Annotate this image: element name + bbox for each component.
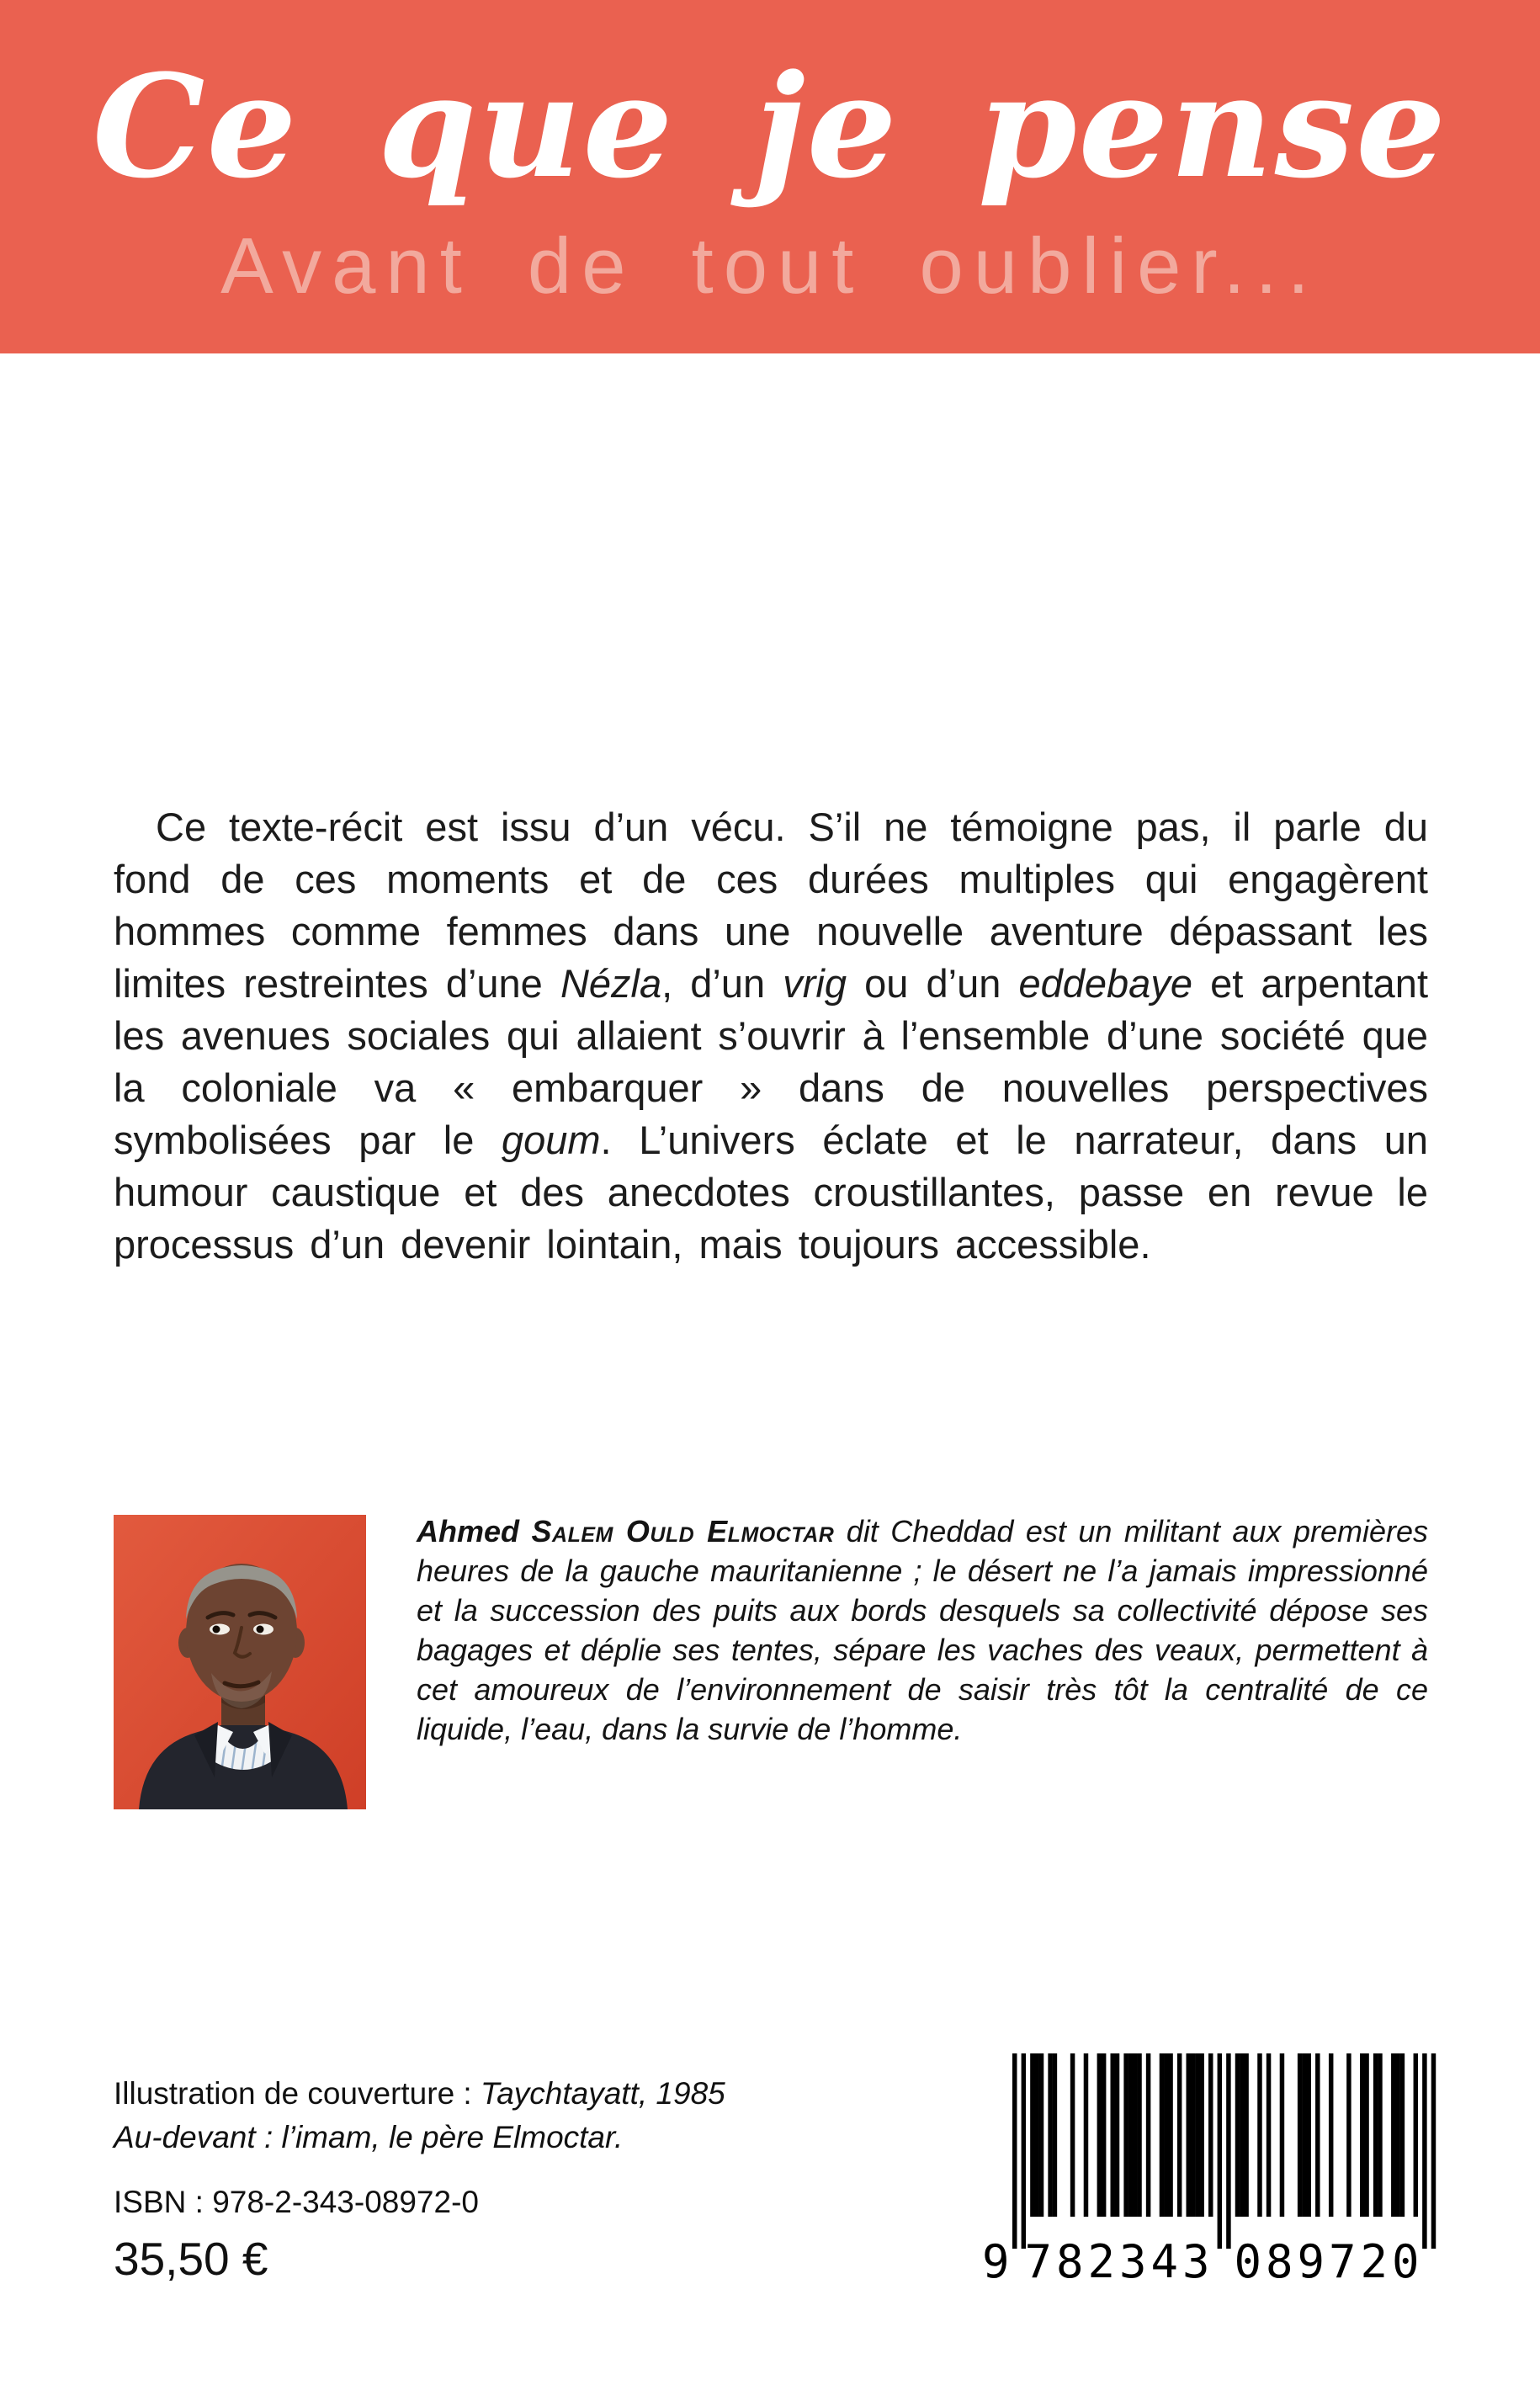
cover-header: [0, 0, 1540, 353]
cover-credits: [114, 2072, 725, 2159]
cover-front-credit: Au-devant : l’imam, le père Elmoctar.: [114, 2120, 624, 2154]
barcode-digits-right: 089720: [1234, 2235, 1424, 2282]
barcode-bars: [1012, 2053, 1436, 2249]
cover-illustration-credit: Illustration de couverture : Taychtayatt, 1985: [114, 2076, 725, 2111]
price-text: 35,50 €: [114, 2233, 268, 2285]
barcode-svg: [979, 2053, 1437, 2282]
author-section: [114, 1511, 1428, 1808]
barcode-digits-left: 782343: [1024, 2235, 1214, 2282]
synopsis-paragraph: Ce texte-récit est issu d’un vécu. S’il ne témoigne pas, il parle du fond de ces moments et de ces durées multiples qui engagèrent hommes comme femmes dans une nouvelle aventure dépassant les limites restreintes d’une Nézla, d’un vrig ou d’un eddebaye et arpentant les avenues sociales qui allaient s’ouvrir à l’ensemble d’une société que la coloniale va « embarquer » dans de nouvelles perspectives symbolisées par le goum. L’univers éclate et le narrateur, dans un humour caustique et des anecdotes croustillantes, passe en revue le processus d’un devenir lointain, mais toujours accessible.: [114, 805, 1429, 1267]
barcode: [979, 2053, 1437, 2282]
barcode-digit-first: 9: [982, 2235, 1014, 2282]
author-bio: Ahmed Salem Ould Elmoctar dit Cheddad est un militant aux premières heures de la gauche mauritanienne ; le désert ne l’a jamais impressionné et la succession des puits aux bords desquels sa collectivité dépose ses bagages et déplie ses tentes, sépare les vaches des veaux, permettent à cet amoureux de l’environnement de saisir très tôt la centralité de ce liquide, l’eau, dans la survie de l’homme.: [417, 1514, 1428, 1746]
book-subtitle: Avant de tout oublier...: [220, 221, 1320, 310]
author-portrait-illustration: [114, 1515, 366, 1809]
author-photo: [114, 1515, 366, 1809]
book-title: Ce que je pense: [92, 43, 1448, 210]
isbn-text: ISBN : 978-2-343-08972-0: [114, 2185, 479, 2219]
